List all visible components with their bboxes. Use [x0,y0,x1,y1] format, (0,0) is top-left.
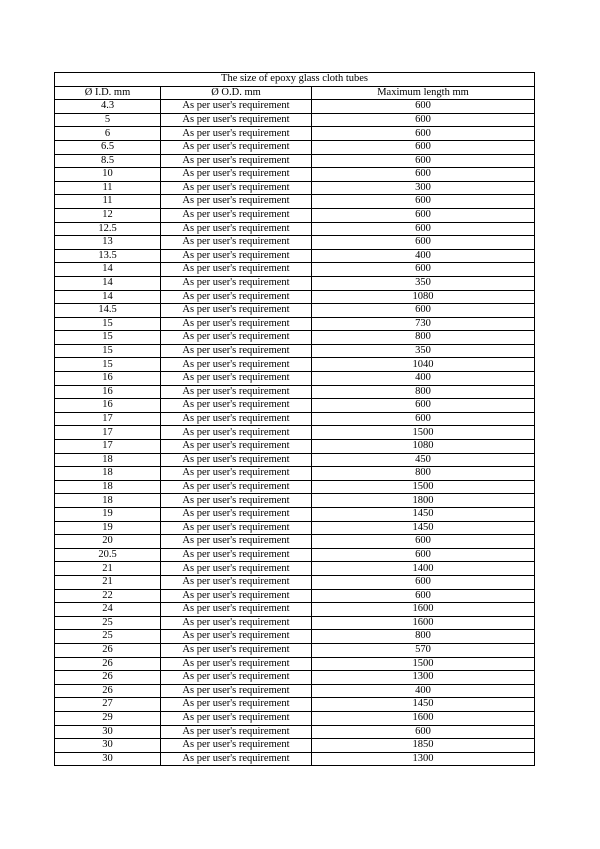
cell-od: As per user's requirement [161,603,312,617]
cell-max-length: 800 [312,331,535,345]
cell-max-length: 800 [312,467,535,481]
cell-id: 16 [55,385,161,399]
cell-max-length: 1600 [312,603,535,617]
cell-id: 11 [55,195,161,209]
table-row [55,508,535,522]
cell-max-length: 600 [312,208,535,222]
cell-od: As per user's requirement [161,698,312,712]
table-row [55,358,535,372]
column-header-max-length: Maximum length mm [312,86,535,100]
table-row [55,154,535,168]
table-row [55,140,535,154]
cell-max-length: 600 [312,412,535,426]
cell-id: 30 [55,725,161,739]
table-row [55,562,535,576]
cell-max-length: 600 [312,575,535,589]
cell-id: 16 [55,399,161,413]
column-header-id: Ø I.D. mm [55,86,161,100]
cell-od: As per user's requirement [161,113,312,127]
cell-max-length: 400 [312,684,535,698]
cell-max-length: 600 [312,154,535,168]
cell-id: 21 [55,562,161,576]
cell-od: As per user's requirement [161,140,312,154]
cell-max-length: 1850 [312,739,535,753]
table-row [55,521,535,535]
cell-max-length: 730 [312,317,535,331]
cell-max-length: 600 [312,140,535,154]
cell-max-length: 600 [312,548,535,562]
cell-id: 14 [55,290,161,304]
cell-max-length: 1080 [312,440,535,454]
cell-od: As per user's requirement [161,453,312,467]
table-row [55,698,535,712]
cell-id: 13.5 [55,249,161,263]
cell-id: 12.5 [55,222,161,236]
cell-od: As per user's requirement [161,684,312,698]
cell-max-length: 570 [312,643,535,657]
table-row [55,372,535,386]
cell-od: As per user's requirement [161,630,312,644]
cell-od: As per user's requirement [161,671,312,685]
table-row [55,385,535,399]
table-row [55,426,535,440]
table-row [55,575,535,589]
cell-id: 30 [55,739,161,753]
table-title: The size of epoxy glass cloth tubes [55,73,535,87]
cell-od: As per user's requirement [161,276,312,290]
cell-id: 17 [55,412,161,426]
cell-od: As per user's requirement [161,372,312,386]
cell-od: As per user's requirement [161,181,312,195]
cell-max-length: 350 [312,276,535,290]
cell-max-length: 1300 [312,671,535,685]
cell-max-length: 300 [312,181,535,195]
table-row [55,344,535,358]
cell-max-length: 600 [312,222,535,236]
cell-id: 26 [55,684,161,698]
cell-id: 26 [55,671,161,685]
cell-id: 30 [55,752,161,766]
cell-id: 20 [55,535,161,549]
cell-od: As per user's requirement [161,711,312,725]
cell-max-length: 600 [312,113,535,127]
table-row [55,100,535,114]
cell-id: 15 [55,331,161,345]
cell-id: 14 [55,263,161,277]
cell-od: As per user's requirement [161,562,312,576]
table-row [55,222,535,236]
cell-id: 26 [55,657,161,671]
table-row [55,249,535,263]
cell-od: As per user's requirement [161,154,312,168]
cell-max-length: 800 [312,630,535,644]
cell-id: 19 [55,521,161,535]
table-row [55,548,535,562]
table-row [55,671,535,685]
cell-od: As per user's requirement [161,399,312,413]
table-row [55,127,535,141]
cell-od: As per user's requirement [161,331,312,345]
table-row [55,616,535,630]
cell-max-length: 600 [312,127,535,141]
cell-max-length: 1450 [312,521,535,535]
cell-od: As per user's requirement [161,643,312,657]
cell-od: As per user's requirement [161,263,312,277]
cell-od: As per user's requirement [161,358,312,372]
cell-id: 5 [55,113,161,127]
cell-id: 15 [55,358,161,372]
cell-id: 15 [55,344,161,358]
cell-id: 15 [55,317,161,331]
cell-id: 26 [55,643,161,657]
cell-od: As per user's requirement [161,127,312,141]
cell-od: As per user's requirement [161,385,312,399]
cell-id: 17 [55,426,161,440]
cell-od: As per user's requirement [161,752,312,766]
table-row [55,113,535,127]
cell-max-length: 600 [312,589,535,603]
table-row [55,643,535,657]
cell-od: As per user's requirement [161,616,312,630]
tube-size-table [54,72,535,766]
table-row [55,752,535,766]
cell-od: As per user's requirement [161,440,312,454]
cell-od: As per user's requirement [161,548,312,562]
table-title-row [55,73,535,87]
cell-id: 24 [55,603,161,617]
cell-od: As per user's requirement [161,195,312,209]
table-row [55,453,535,467]
cell-max-length: 1600 [312,616,535,630]
table-row [55,440,535,454]
cell-id: 17 [55,440,161,454]
cell-max-length: 1040 [312,358,535,372]
cell-id: 18 [55,480,161,494]
cell-od: As per user's requirement [161,521,312,535]
table-row [55,494,535,508]
cell-id: 4.3 [55,100,161,114]
cell-id: 21 [55,575,161,589]
cell-od: As per user's requirement [161,657,312,671]
table-row [55,399,535,413]
cell-id: 19 [55,508,161,522]
cell-max-length: 600 [312,304,535,318]
cell-od: As per user's requirement [161,426,312,440]
table-row [55,331,535,345]
table-row [55,725,535,739]
cell-max-length: 600 [312,236,535,250]
cell-id: 6.5 [55,140,161,154]
cell-max-length: 1600 [312,711,535,725]
table-row [55,657,535,671]
cell-od: As per user's requirement [161,317,312,331]
cell-max-length: 1500 [312,426,535,440]
cell-id: 18 [55,467,161,481]
cell-od: As per user's requirement [161,290,312,304]
cell-od: As per user's requirement [161,535,312,549]
cell-max-length: 400 [312,372,535,386]
cell-id: 16 [55,372,161,386]
cell-max-length: 600 [312,535,535,549]
cell-id: 27 [55,698,161,712]
cell-id: 10 [55,168,161,182]
table-row [55,603,535,617]
cell-od: As per user's requirement [161,467,312,481]
cell-id: 25 [55,616,161,630]
table-row [55,236,535,250]
cell-max-length: 600 [312,168,535,182]
cell-od: As per user's requirement [161,725,312,739]
table-row [55,168,535,182]
cell-id: 14.5 [55,304,161,318]
cell-max-length: 450 [312,453,535,467]
table-row [55,480,535,494]
table-row [55,412,535,426]
cell-max-length: 400 [312,249,535,263]
cell-max-length: 1080 [312,290,535,304]
cell-max-length: 600 [312,100,535,114]
table-row [55,276,535,290]
cell-od: As per user's requirement [161,236,312,250]
cell-id: 13 [55,236,161,250]
table-row [55,711,535,725]
cell-max-length: 600 [312,399,535,413]
table-row [55,195,535,209]
table-header-row [55,86,535,100]
table-row [55,317,535,331]
cell-max-length: 1450 [312,508,535,522]
cell-id: 12 [55,208,161,222]
cell-max-length: 1450 [312,698,535,712]
table-row [55,290,535,304]
cell-max-length: 1800 [312,494,535,508]
table-row [55,684,535,698]
cell-od: As per user's requirement [161,100,312,114]
cell-max-length: 600 [312,195,535,209]
cell-od: As per user's requirement [161,575,312,589]
cell-max-length: 600 [312,263,535,277]
cell-max-length: 1500 [312,480,535,494]
cell-id: 22 [55,589,161,603]
column-header-od: Ø O.D. mm [161,86,312,100]
cell-id: 20.5 [55,548,161,562]
cell-max-length: 1500 [312,657,535,671]
table-row [55,467,535,481]
cell-id: 6 [55,127,161,141]
cell-id: 14 [55,276,161,290]
cell-od: As per user's requirement [161,589,312,603]
cell-od: As per user's requirement [161,168,312,182]
table-row [55,208,535,222]
table-row [55,630,535,644]
table-row [55,535,535,549]
table-row [55,181,535,195]
cell-od: As per user's requirement [161,249,312,263]
cell-id: 25 [55,630,161,644]
cell-max-length: 350 [312,344,535,358]
cell-od: As per user's requirement [161,739,312,753]
table-row [55,589,535,603]
cell-max-length: 1300 [312,752,535,766]
cell-max-length: 800 [312,385,535,399]
table-body [55,100,535,766]
cell-od: As per user's requirement [161,480,312,494]
cell-id: 18 [55,453,161,467]
cell-od: As per user's requirement [161,208,312,222]
cell-id: 8.5 [55,154,161,168]
cell-od: As per user's requirement [161,508,312,522]
cell-od: As per user's requirement [161,344,312,358]
cell-id: 18 [55,494,161,508]
cell-id: 11 [55,181,161,195]
table-row [55,739,535,753]
table-row [55,263,535,277]
cell-od: As per user's requirement [161,222,312,236]
cell-id: 29 [55,711,161,725]
cell-max-length: 1400 [312,562,535,576]
cell-od: As per user's requirement [161,494,312,508]
cell-max-length: 600 [312,725,535,739]
cell-od: As per user's requirement [161,412,312,426]
cell-od: As per user's requirement [161,304,312,318]
table-row [55,304,535,318]
